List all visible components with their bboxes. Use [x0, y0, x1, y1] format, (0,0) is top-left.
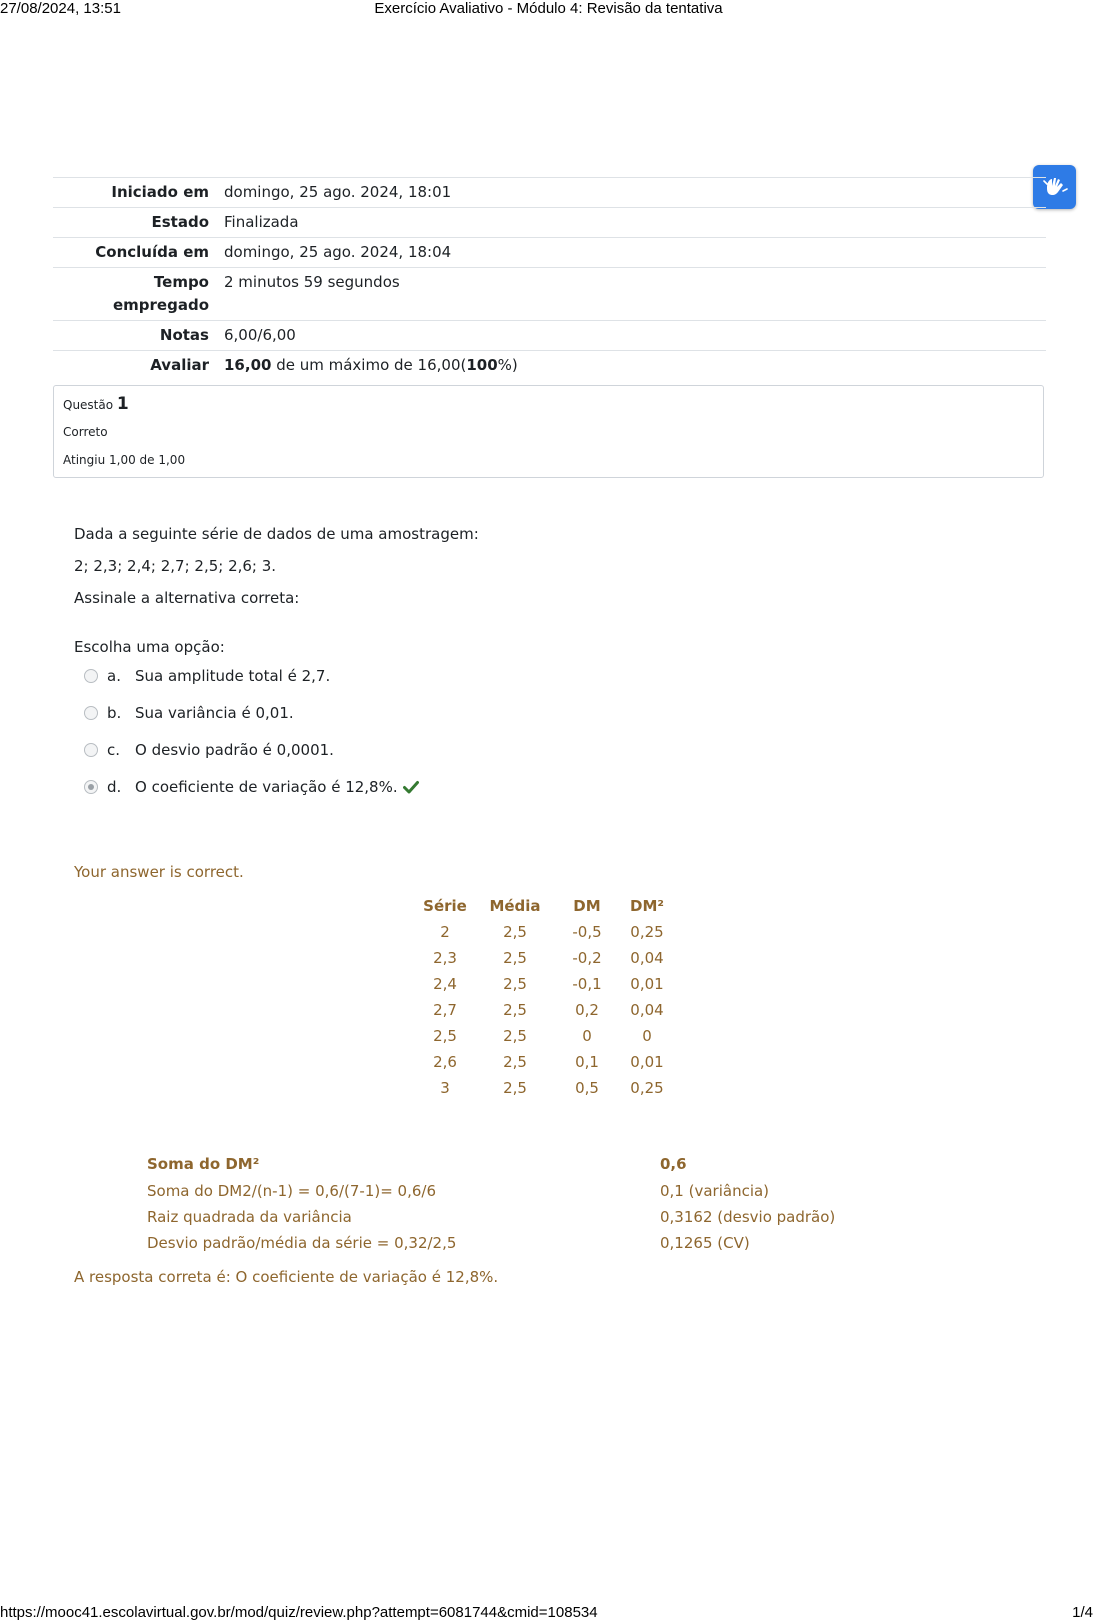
radio-b[interactable]	[84, 706, 98, 720]
print-page-number: 1/4	[1072, 1604, 1093, 1621]
cell-media: 2,5	[503, 949, 527, 967]
question-number	[63, 394, 129, 414]
question-info-box	[53, 385, 1044, 478]
table-row	[416, 919, 676, 945]
cell-serie: 2,4	[433, 975, 457, 993]
deviation-table-header	[416, 893, 676, 919]
grade-end: %)	[497, 356, 518, 374]
started-label: Iniciado em	[53, 178, 216, 208]
col-header-media: Média	[489, 897, 541, 915]
state-label: Estado	[53, 208, 216, 238]
cell-media: 2,5	[503, 1079, 527, 1097]
calc-value-variance: 0,1 (variância)	[660, 1182, 770, 1200]
cell-dm2: 0,01	[630, 1053, 664, 1071]
cell-dm2: 0	[642, 1027, 652, 1045]
table-row	[416, 971, 676, 997]
cell-dm2: 0,04	[630, 1001, 664, 1019]
cell-dm: 0	[582, 1027, 592, 1045]
radio-a[interactable]	[84, 669, 98, 683]
cell-serie: 2,5	[433, 1027, 457, 1045]
option-a-text: Sua amplitude total é 2,7.	[135, 667, 331, 685]
option-d-letter: d.	[107, 778, 122, 796]
question-number-value: 1	[116, 394, 129, 414]
state-value: Finalizada	[216, 208, 1046, 238]
marks-label: Notas	[53, 321, 216, 351]
calc-value-stddev: 0,3162 (desvio padrão)	[660, 1208, 836, 1226]
radio-c[interactable]	[84, 743, 98, 757]
time-value: 2 minutos 59 segundos	[216, 268, 1046, 321]
started-value: domingo, 25 ago. 2024, 18:01	[216, 178, 1046, 208]
time-label-line-2: empregado	[112, 296, 209, 314]
cell-media: 2,5	[503, 923, 527, 941]
cell-dm: -0,5	[572, 923, 602, 941]
check-icon	[403, 780, 419, 794]
table-row	[416, 1023, 676, 1049]
print-header	[0, 0, 1097, 20]
calc-label-sum: Soma do DM²	[147, 1155, 260, 1173]
option-d-text: O coeficiente de variação é 12,8%.	[135, 778, 398, 796]
cell-dm2: 0,01	[630, 975, 664, 993]
option-c-text: O desvio padrão é 0,0001.	[135, 741, 334, 759]
time-label-line-1: Tempo	[153, 273, 209, 291]
summary-row-grade	[53, 351, 1046, 381]
print-title: Exercício Avaliativo - Módulo 4: Revisão da tentativa	[374, 0, 723, 17]
cell-media: 2,5	[503, 1053, 527, 1071]
table-row	[416, 1049, 676, 1075]
question-text-1: Dada a seguinte série de dados de uma amostragem:	[74, 525, 479, 543]
cell-dm2: 0,04	[630, 949, 664, 967]
calc-label-stddev: Raiz quadrada da variância	[147, 1208, 352, 1226]
option-b-letter: b.	[107, 704, 122, 722]
cell-serie: 2,6	[433, 1053, 457, 1071]
cell-dm: 0,2	[575, 1001, 599, 1019]
question-state: Correto	[63, 425, 108, 439]
summary-row-marks	[53, 321, 1046, 351]
time-label	[53, 268, 216, 321]
cell-dm: 0,5	[575, 1079, 599, 1097]
calc-value-cv: 0,1265 (CV)	[660, 1234, 750, 1252]
summary-row-started	[53, 178, 1046, 208]
cell-serie: 2	[440, 923, 450, 941]
question-text-3: Assinale a alternativa correta:	[74, 589, 300, 607]
right-answer: A resposta correta é: O coeficiente de variação é 12,8%.	[74, 1268, 499, 1286]
col-header-serie: Série	[423, 897, 467, 915]
calc-label-variance: Soma do DM2/(n-1) = 0,6/(7-1)= 0,6/6	[147, 1182, 436, 1200]
completed-label: Concluída em	[53, 238, 216, 268]
marks-value: 6,00/6,00	[216, 321, 1046, 351]
option-a-letter: a.	[107, 667, 121, 685]
cell-dm: 0,1	[575, 1053, 599, 1071]
question-grade: Atingiu 1,00 de 1,00	[63, 453, 186, 467]
table-row	[416, 945, 676, 971]
cell-dm: -0,2	[572, 949, 602, 967]
cell-media: 2,5	[503, 1001, 527, 1019]
cell-serie: 2,3	[433, 949, 457, 967]
cell-media: 2,5	[503, 975, 527, 993]
print-footer	[0, 1604, 1097, 1624]
option-b-text: Sua variância é 0,01.	[135, 704, 294, 722]
grade-score: 16,00	[224, 356, 272, 374]
option-a[interactable]	[84, 665, 330, 687]
calc-value-sum: 0,6	[660, 1155, 687, 1173]
grade-middle: de um máximo de 16,00(	[271, 356, 467, 374]
summary-row-state	[53, 208, 1046, 238]
answer-prompt: Escolha uma opção:	[74, 638, 225, 656]
print-datetime: 27/08/2024, 13:51	[0, 0, 121, 17]
cell-media: 2,5	[503, 1027, 527, 1045]
print-url: https://mooc41.escolavirtual.gov.br/mod/quiz/review.php?attempt=6081744&cmid=108534	[0, 1604, 598, 1621]
cell-dm2: 0,25	[630, 923, 664, 941]
cell-serie: 2,7	[433, 1001, 457, 1019]
question-label: Questão	[63, 398, 114, 412]
grade-percent: 100	[466, 356, 498, 374]
option-b[interactable]	[84, 702, 294, 724]
cell-dm2: 0,25	[630, 1079, 664, 1097]
col-header-dm: DM	[573, 897, 601, 915]
cell-serie: 3	[440, 1079, 450, 1097]
question-text-2: 2; 2,3; 2,4; 2,7; 2,5; 2,6; 3.	[74, 557, 277, 575]
summary-row-time	[53, 268, 1046, 321]
option-c[interactable]	[84, 739, 334, 761]
table-row	[416, 997, 676, 1023]
attempt-summary-table	[53, 177, 1046, 380]
completed-value: domingo, 25 ago. 2024, 18:04	[216, 238, 1046, 268]
option-d[interactable]	[84, 776, 419, 798]
cell-dm: -0,1	[572, 975, 602, 993]
summary-row-completed	[53, 238, 1046, 268]
calc-label-cv: Desvio padrão/média da série = 0,32/2,5	[147, 1234, 457, 1252]
option-c-letter: c.	[107, 741, 121, 759]
deviation-table	[416, 893, 676, 1101]
grade-label: Avaliar	[53, 351, 216, 381]
table-row	[416, 1075, 676, 1101]
correct-message: Your answer is correct.	[74, 863, 244, 881]
radio-d[interactable]	[84, 780, 98, 794]
grade-value	[216, 351, 1046, 381]
col-header-dm2: DM²	[630, 897, 664, 915]
